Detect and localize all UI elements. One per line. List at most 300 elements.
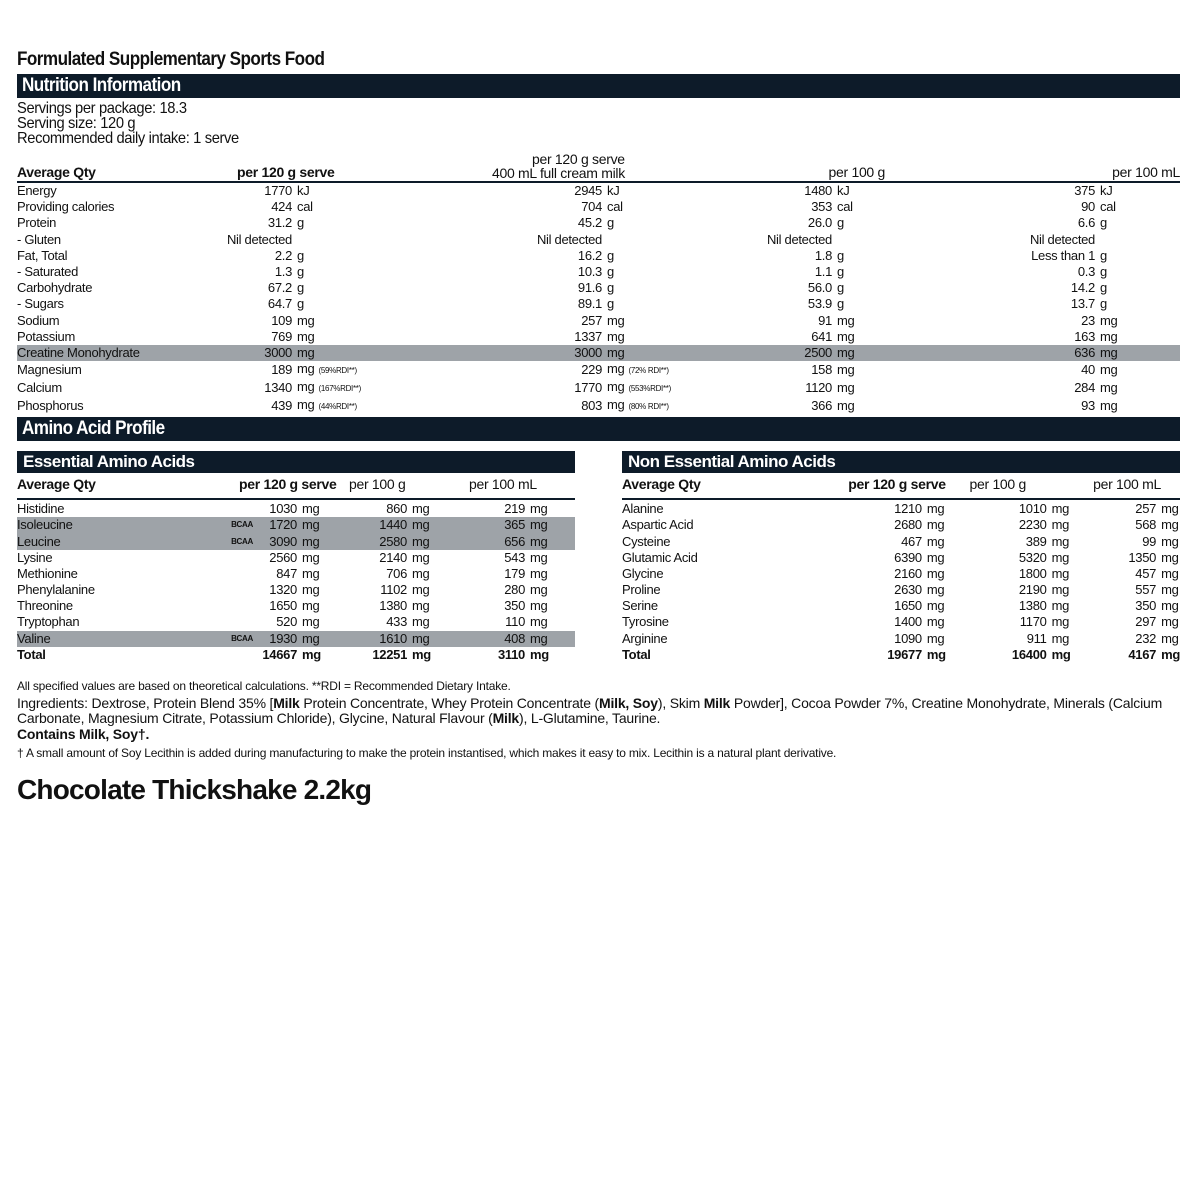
unit: mg [412, 501, 430, 517]
bcaa-tag: BCAA [187, 533, 257, 549]
unit: mg [302, 598, 320, 614]
label-title: Formulated Supplementary Sports Food [17, 49, 325, 70]
unit: mg [1051, 501, 1070, 517]
value-per-serve: 19677 [887, 646, 922, 662]
unit-per-serve [292, 232, 482, 248]
unit-per-serve-milk [602, 361, 722, 379]
value-per-serve: 31.2 [267, 215, 292, 231]
unit: mg [1161, 533, 1179, 549]
value-per-100g: 433 [386, 614, 407, 630]
unit-per-serve [292, 345, 482, 361]
value-per-100g: 2580 [337, 533, 407, 549]
unit: mg [1161, 549, 1179, 565]
amino-name: Phenylalanine [17, 582, 95, 598]
unit-per-100g: mg [837, 380, 855, 396]
value-per-100ml: 457 [1135, 565, 1157, 581]
unit: mg [412, 582, 430, 598]
value-per-100g: 353 [811, 199, 832, 215]
unit: mg [530, 598, 548, 614]
value-per-serve-milk: Nil detected [536, 231, 602, 247]
value-per-serve: 1400 [894, 614, 922, 630]
nutrient-name: Energy [17, 183, 57, 199]
value-per-serve: 3090 [257, 533, 297, 549]
unit: mg [926, 646, 946, 662]
value-per-100ml: 297 [1135, 614, 1157, 630]
value-per-serve: 520 [276, 614, 297, 630]
unit-text: mg [607, 361, 625, 377]
unit: mg [1051, 614, 1070, 630]
nutrition-information-header: Nutrition Information [17, 74, 1180, 98]
unit-per-serve [292, 248, 482, 264]
value-per-serve-milk: 45.2 [577, 215, 602, 231]
unit-text: mg [297, 361, 315, 377]
value-per-serve: 1770 [264, 183, 292, 199]
notes [17, 679, 1180, 760]
value-per-serve-milk: 3000 [482, 345, 602, 361]
value-per-serve: 847 [276, 565, 297, 581]
value-per-serve: 1340 [264, 380, 292, 396]
unit: mg [926, 549, 945, 565]
col-per-serve: per 120 g serve [237, 164, 335, 180]
value-per-100ml: Less than 1 [1031, 247, 1095, 263]
unit-per-100ml [1095, 232, 1180, 248]
allergen-text: Milk [492, 710, 520, 727]
unit-per-serve [292, 199, 482, 215]
value-per-100g: 26.0 [807, 215, 832, 231]
nutrition-row [17, 248, 1180, 264]
amino-acid-profile-header: Amino Acid Profile [17, 417, 1180, 441]
value-per-serve-milk: 803 [581, 398, 602, 414]
value-per-100g: 1480 [804, 183, 832, 199]
unit-per-serve [292, 296, 482, 312]
unit-text: g [607, 296, 614, 312]
value-per-serve-milk: 89.1 [577, 296, 602, 312]
value-per-100g: 56.0 [807, 280, 832, 296]
unit-per-serve-milk [602, 379, 722, 397]
unit-text: mg [297, 312, 315, 328]
unit-per-100g: g [837, 247, 844, 263]
unit: mg [302, 614, 320, 630]
value-per-serve: 2630 [894, 582, 922, 598]
unit-per-100ml: g [1100, 296, 1107, 312]
recommended-intake: Recommended daily intake: 1 serve [17, 130, 239, 147]
unit-per-serve-milk [602, 329, 722, 345]
nutrient-name: Sodium [17, 312, 60, 328]
non-essential-table [622, 473, 1180, 663]
unit-text: g [297, 280, 304, 296]
unit-per-100g: mg [837, 362, 855, 378]
nutrition-row [17, 199, 1180, 215]
unit-per-serve-milk [602, 264, 722, 280]
ness-col-average-qty: Average Qty [622, 476, 701, 493]
value-per-100ml: 40 [1081, 362, 1095, 378]
value-per-100ml: 90 [1081, 199, 1095, 215]
unit-text: g [297, 247, 304, 263]
unit: mg [525, 517, 575, 533]
col-per-serve-milk: per 120 g serve 400 mL full cream milk [492, 151, 625, 181]
unit-text: g [607, 264, 614, 280]
unit: mg [1161, 517, 1179, 533]
unit-per-serve [292, 329, 482, 345]
col-per-100g: per 100 g [828, 164, 885, 180]
nutrition-row [17, 345, 1180, 361]
rdi-note: All specified values are based on theoretical calculations. **RDI = Recommended Dietary Intake. [17, 679, 511, 694]
amino-row [17, 614, 575, 630]
unit-per-100ml: mg [1100, 328, 1118, 344]
value-per-100ml: 350 [504, 598, 525, 614]
nutrient-name: Potassium [17, 328, 75, 344]
value-per-100ml: 99 [1142, 533, 1157, 549]
value-per-serve: 3000 [192, 345, 292, 361]
servings-per-package: Servings per package: 18.3 [17, 100, 187, 117]
value-per-serve: 1650 [894, 598, 922, 614]
bcaa-tag [187, 598, 257, 614]
unit-text: mg [297, 397, 315, 413]
unit-per-100g: mg [837, 328, 855, 344]
unit-per-100ml: kJ [1100, 183, 1113, 199]
unit-per-serve-milk [602, 397, 722, 415]
value-per-serve: 6390 [894, 549, 922, 565]
ingredient-text: ), L-Glutamine, Taurine. [519, 710, 661, 727]
value-per-100ml: 557 [1135, 582, 1157, 598]
unit-text: g [607, 280, 614, 296]
nutrition-row [17, 280, 1180, 296]
value-per-100ml: 568 [1135, 517, 1157, 533]
value-per-100g: 1010 [1018, 501, 1047, 517]
value-per-100ml: 0.3 [1077, 264, 1095, 280]
value-per-100ml: 656 [447, 533, 525, 549]
value-per-100ml: 23 [1081, 312, 1095, 328]
bcaa-tag: BCAA [187, 517, 257, 533]
unit: mg [1051, 646, 1071, 662]
unit: mg [1051, 549, 1070, 565]
value-per-serve: 64.7 [267, 296, 292, 312]
amino-row [622, 631, 1180, 647]
unit-text: mg [607, 397, 625, 413]
rdi-per-serve-milk: (553%RDI**) [628, 384, 671, 394]
value-per-100ml: 179 [504, 565, 525, 581]
value-per-100ml: 232 [1135, 630, 1157, 646]
unit-text: mg [297, 379, 315, 395]
nutrient-name: - Gluten [17, 231, 61, 247]
unit-per-serve [292, 361, 482, 379]
unit-text: mg [297, 344, 315, 360]
amino-name: Tryptophan [17, 614, 80, 630]
ess-col-per-100ml: per 100 mL [469, 476, 537, 493]
unit: mg [926, 565, 945, 581]
value-per-serve: 1030 [269, 501, 297, 517]
servings-info [17, 101, 1180, 146]
value-per-serve: 2680 [894, 517, 922, 533]
rdi-per-serve-milk: (80% RDI**) [628, 402, 669, 412]
value-per-100ml: 110 [505, 614, 525, 630]
value-per-100ml: 13.7 [1070, 296, 1095, 312]
unit: mg [1161, 582, 1179, 598]
value-per-100g: 1800 [1018, 565, 1047, 581]
value-per-serve: 1090 [894, 630, 922, 646]
value-per-serve-milk: 16.2 [577, 247, 602, 263]
value-per-100g: 1380 [1018, 598, 1047, 614]
unit-text: g [297, 296, 304, 312]
unit-per-serve-milk [602, 248, 722, 264]
amino-name: Leucine [17, 533, 187, 549]
value-per-serve-milk: 704 [581, 199, 602, 215]
amino-name: Histidine [17, 501, 65, 517]
unit: mg [412, 549, 430, 565]
ingredient-text: Ingredients: Dextrose, Protein Blend 35% [ [17, 695, 274, 712]
col-average-qty: Average Qty [17, 164, 96, 180]
value-per-100g: 641 [811, 328, 832, 344]
nutrition-table [17, 146, 1180, 415]
value-per-serve: 467 [901, 533, 922, 549]
allergen-text: Milk [273, 695, 300, 712]
unit-per-100ml: mg [1100, 312, 1118, 328]
value-per-serve: 67.2 [267, 280, 292, 296]
value-per-serve: 769 [271, 328, 292, 344]
value-per-serve-milk: 1337 [574, 328, 602, 344]
value-per-100g: 389 [1025, 533, 1047, 549]
value-per-100ml: 163 [1074, 328, 1095, 344]
unit-text: mg [607, 328, 625, 344]
amino-name: Total [17, 646, 46, 662]
unit-per-100g [832, 232, 1005, 248]
ness-col-per-100g: per 100 g [969, 476, 1026, 493]
amino-name: Lysine [17, 549, 53, 565]
unit: mg [926, 517, 945, 533]
value-per-100ml: 6.6 [1077, 215, 1095, 231]
unit-text: cal [297, 199, 313, 215]
amino-row [17, 566, 575, 582]
unit-per-serve [292, 280, 482, 296]
nutrient-name: Fat, Total [17, 247, 68, 263]
unit: mg [926, 533, 945, 549]
unit-per-serve [292, 215, 482, 231]
serving-size: Serving size: 120 g [17, 115, 136, 132]
amino-name: Cysteine [622, 533, 671, 549]
unit-per-serve-milk [602, 280, 722, 296]
unit-per-100ml: g [1100, 280, 1107, 296]
unit-per-serve-milk [602, 313, 722, 329]
amino-row [622, 533, 1180, 549]
nutrient-name: Providing calories [17, 199, 115, 215]
unit-per-serve-milk [602, 183, 722, 199]
unit: mg [297, 533, 337, 549]
value-per-serve: 439 [271, 398, 292, 414]
dagger-note: † A small amount of Soy Lecithin is added during manufacturing to make the protein instantised, which makes it easy to mix. Lecithin is a natural plant derivative. [17, 746, 837, 761]
unit: mg [1161, 646, 1180, 662]
value-per-100g: 366 [811, 398, 832, 414]
amino-row [622, 582, 1180, 598]
unit: mg [530, 646, 549, 662]
amino-name: Valine [17, 631, 187, 647]
value-per-100g: 1.1 [814, 264, 832, 280]
amino-row [17, 517, 575, 533]
essential-header: Essential Amino Acids [17, 451, 575, 473]
bcaa-tag [187, 614, 257, 630]
unit-text: g [607, 215, 614, 231]
value-per-100ml: 4167 [1128, 646, 1157, 662]
value-per-serve: 14667 [262, 646, 297, 662]
unit-per-serve-milk [602, 215, 722, 231]
nutrient-name: Protein [17, 215, 57, 231]
unit: mg [1051, 517, 1070, 533]
unit-per-100g: g [837, 280, 844, 296]
value-per-serve: 109 [271, 312, 292, 328]
value-per-100g: 2500 [722, 345, 832, 361]
ingredient-text: Powder], Cocoa Powder 7%, Creatine Monohydrate, Minerals (Calcium Carbonate, Magnesium Citrate, Potassium Chloride), Glycine, Natural Flavour ( [17, 695, 1163, 727]
value-per-100ml: 636 [1005, 345, 1095, 361]
amino-name: Methionine [17, 565, 78, 581]
col-per-100ml: per 100 mL [1112, 164, 1180, 180]
unit: mg [1051, 565, 1070, 581]
nutrient-name: Calcium [17, 380, 62, 396]
unit: mg [412, 565, 430, 581]
unit: mg [1051, 533, 1070, 549]
allergen-text: Milk [703, 695, 731, 712]
nutrition-row [17, 183, 1180, 199]
unit: mg [1161, 565, 1179, 581]
unit: mg [302, 501, 320, 517]
value-per-100ml: 219 [504, 501, 525, 517]
unit-per-100ml: mg [1100, 398, 1118, 414]
value-per-100g: 2140 [379, 549, 407, 565]
unit-per-100g: g [837, 215, 844, 231]
amino-name: Aspartic Acid [622, 517, 694, 533]
unit-per-100g: g [837, 264, 844, 280]
amino-name: Arginine [622, 630, 668, 646]
nutrition-row [17, 379, 1180, 397]
unit: mg [407, 517, 447, 533]
amino-row [17, 582, 575, 598]
amino-name: Glutamic Acid [622, 549, 698, 565]
amino-row [17, 501, 575, 517]
nutrition-row [17, 264, 1180, 280]
product-name: Chocolate Thickshake 2.2kg [17, 774, 372, 806]
value-per-serve: 1320 [269, 582, 297, 598]
amino-row [622, 614, 1180, 630]
unit-per-100g: kJ [837, 183, 850, 199]
value-per-serve: 424 [271, 199, 292, 215]
bcaa-tag [187, 582, 257, 598]
unit-per-100g: g [837, 296, 844, 312]
value-per-100ml: 257 [1135, 501, 1157, 517]
unit-text: g [297, 264, 304, 280]
amino-name: Total [622, 646, 651, 662]
amino-name: Proline [622, 582, 661, 598]
value-per-100ml: 350 [1135, 598, 1157, 614]
unit: mg [1051, 598, 1070, 614]
amino-row [622, 517, 1180, 533]
ingredients [17, 696, 1180, 726]
amino-name: Threonine [17, 598, 73, 614]
value-per-100g: 2190 [1018, 582, 1047, 598]
amino-row [622, 598, 1180, 614]
unit-per-serve-milk [602, 199, 722, 215]
unit-per-100ml: g [1100, 264, 1107, 280]
unit-per-serve [292, 397, 482, 415]
value-per-100g: 1170 [1019, 614, 1047, 630]
unit-per-serve [292, 379, 482, 397]
amino-row [622, 501, 1180, 517]
value-per-serve: 189 [271, 362, 292, 378]
value-per-100g: 91 [818, 312, 832, 328]
unit: mg [1161, 630, 1179, 646]
nutrition-row [17, 313, 1180, 329]
unit-per-100ml: cal [1100, 199, 1116, 215]
unit: mg [926, 582, 945, 598]
value-per-100ml: Nil detected [1029, 231, 1095, 247]
value-per-serve: 2560 [269, 549, 297, 565]
unit: mg [302, 582, 320, 598]
unit-per-serve [292, 183, 482, 199]
amino-row [17, 533, 575, 549]
value-per-serve-milk: 2945 [574, 183, 602, 199]
unit-text: g [297, 215, 304, 231]
value-per-serve: Nil detected [226, 231, 292, 247]
amino-row [622, 550, 1180, 566]
value-per-100g: 860 [386, 501, 407, 517]
value-per-100ml: 93 [1081, 398, 1095, 414]
rdi-per-serve: (44%RDI**) [318, 402, 357, 412]
unit: mg [297, 631, 337, 647]
nutrient-name: - Sugars [17, 296, 64, 312]
nutrient-name: Carbohydrate [17, 280, 93, 296]
unit-per-serve [292, 264, 482, 280]
unit-per-100ml: g [1100, 215, 1107, 231]
unit: mg [926, 501, 945, 517]
unit: mg [1161, 598, 1179, 614]
unit-text: kJ [607, 183, 620, 199]
unit-per-100ml: mg [1100, 380, 1118, 396]
unit-per-100ml: mg [1100, 362, 1118, 378]
amino-name: Glycine [622, 565, 664, 581]
rdi-per-serve: (59%RDI**) [318, 366, 357, 376]
unit: mg [407, 533, 447, 549]
value-per-100ml: 3110 [497, 646, 525, 662]
rdi-per-serve-milk: (72% RDI**) [628, 366, 669, 376]
value-per-100ml: 1350 [1128, 549, 1157, 565]
value-per-serve-milk: 1770 [574, 380, 602, 396]
unit-text: mg [297, 328, 315, 344]
rdi-per-serve: (167%RDI**) [318, 384, 361, 394]
value-per-serve: 1650 [269, 598, 297, 614]
unit: mg [530, 582, 548, 598]
ess-col-per-100g: per 100 g [349, 476, 406, 493]
value-per-100g: 1.8 [814, 247, 832, 263]
unit-per-serve-milk [602, 232, 722, 248]
value-per-serve-milk: 91.6 [577, 280, 602, 296]
bcaa-tag [187, 501, 257, 517]
unit-per-100g: mg [837, 398, 855, 414]
value-per-serve: 2160 [894, 565, 922, 581]
amino-name: Tyrosine [622, 614, 669, 630]
unit: mg [297, 517, 337, 533]
non-essential-header: Non Essential Amino Acids [622, 451, 1180, 473]
amino-row [17, 550, 575, 566]
value-per-100ml: 408 [447, 631, 525, 647]
value-per-100ml: 14.2 [1070, 280, 1095, 296]
bcaa-tag [187, 647, 257, 663]
unit: mg [530, 565, 548, 581]
value-per-serve: 1930 [257, 631, 297, 647]
nutrient-name: Creatine Monohydrate [17, 345, 192, 361]
bcaa-tag: BCAA [187, 631, 257, 647]
bcaa-tag [187, 566, 257, 582]
unit-per-100ml: mg [1095, 345, 1180, 361]
unit-text: mg [607, 312, 625, 328]
unit: mg [302, 549, 320, 565]
unit: mg [1161, 614, 1179, 630]
